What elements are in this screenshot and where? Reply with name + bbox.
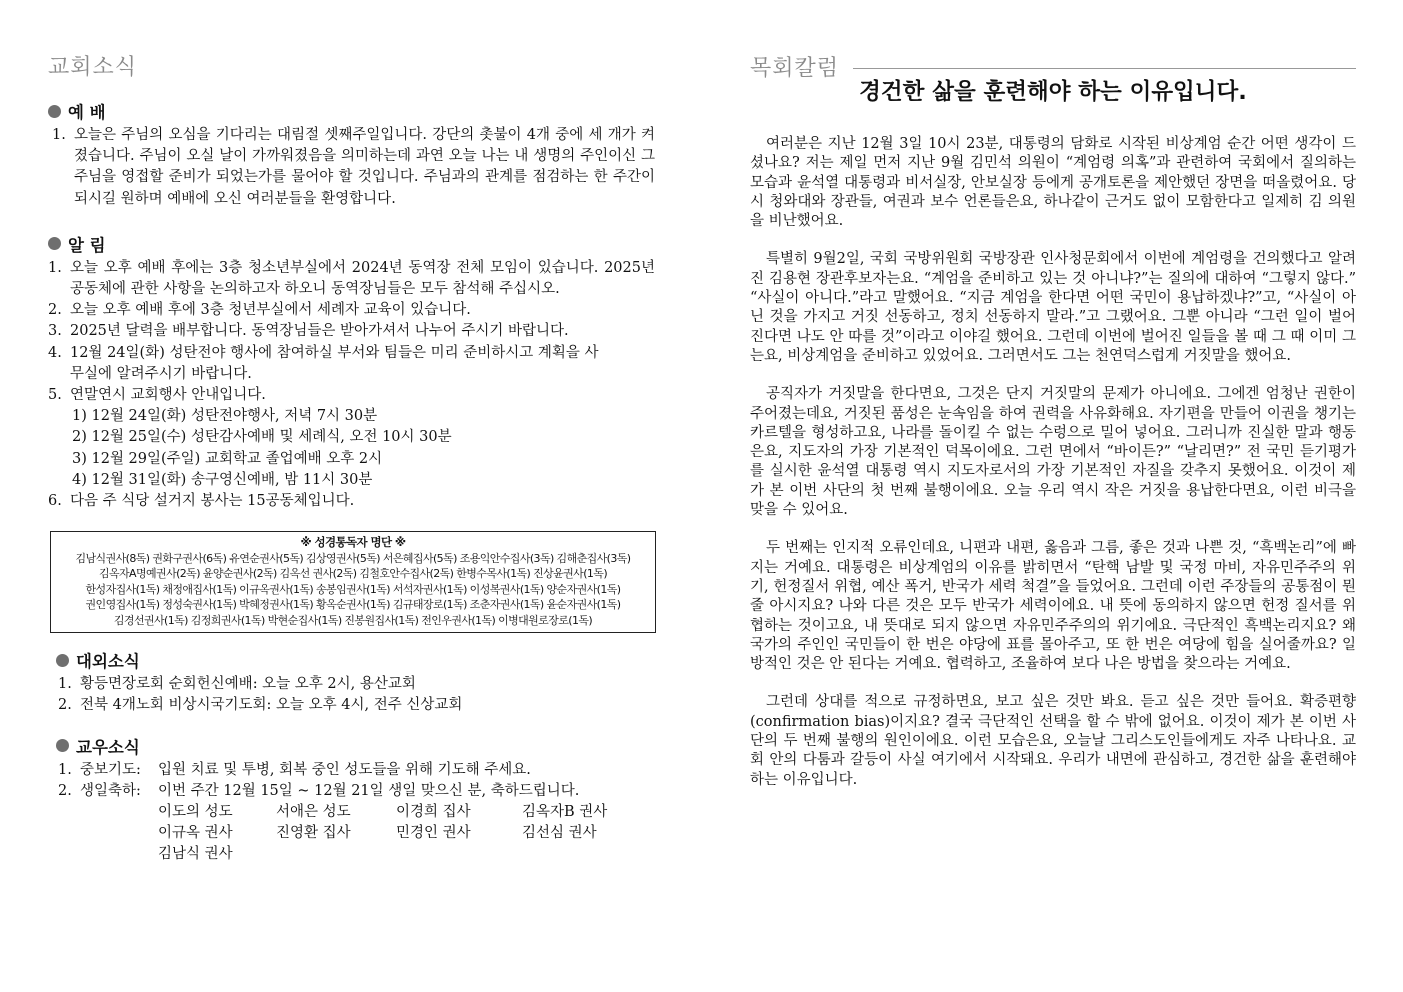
article-paragraph: 공직자가 거짓말을 한다면요, 그것은 단지 거짓말의 문제가 아니에요. 그에겐 엄청난 권한이 주어졌는데요, 거짓된 품성은 눈속임을 하여 권력을 사유화해요. 자기편을 만들어 이권을 챙기는 카르텔을 형성하고요, 나라를 돌이킬 수 없는 수렁으로 밀어 넣어요. 그러니까 진실한 말과 행동은요, 지도자의 가장 기본적인 덕목이에요. 그런 면에서 “바이든?” “날리면?” 전 국민 듣기평가를 실시한 윤석열 대통령 역시 지도자로서의 가장 기본적인 자질을 갖추지 못했어요. 이것이 제가 본 이번 사단의 첫 번째 불행이에요. 오늘 우리 역시 작은 거짓을 용납한다면요, 이런 비극을 맞을 수 있어요.	[750, 386, 1356, 519]
event-item: 3) 12월 29일(주일) 교회학교 졸업예배 오후 2시	[72, 450, 383, 467]
birthday-name: 서애은 성도	[276, 804, 351, 821]
article-paragraph: 특별히 9월2일, 국회 국방위원회 국방장관 인사청문회에서 이번에 계엄령을 건의했다고 알려진 김용현 장관후보자는요. “계엄을 준비하고 있는 것 아니냐?”는 질의에 대하여 “그렇지 않다.” “사실이 아니다.”라고 말했어요. “지금 계엄을 한다면 어떤 국민이 용납하겠냐?”고, “사실이 아닌 것을 가지고 거짓 선동하고, 정치 선동하지 말라.”고 그랬어요. 그뿐 아니라 “그런 일이 벌어진다면 나도 안 따를 것”이라고 이야길 했어요. 그런데 이번에 벌어진 일들을 볼 때 그 때 이미 그는요, 비상계엄을 준비하고 있었어요. 그러면서도 그는 천연덕스럽게 거짓말을 했어요.	[750, 251, 1356, 364]
members-news-list	[56, 760, 660, 866]
bullet-icon	[48, 237, 61, 250]
external-news-list	[56, 674, 660, 716]
event-item: 1) 12월 24일(화) 성탄전야행사, 저녁 7시 30분	[72, 408, 378, 425]
section-title-pastor-column: 목회칼럼	[750, 50, 1356, 82]
article-paragraph: 두 번째는 인지적 오류인데요, 니편과 내편, 옳음과 그름, 좋은 것과 나쁜 것, “흑백논리”에 빠지는 거예요. 대통령은 비상계엄의 이유를 밝히면서 “탄핵 남발 및 국정 마비, 자유민주주의 위기, 헌정질서 위협, 예산 폭거, 반국가 세력 척결”을 들었어요. 그런데 이런 주장들의 공통점이 뭔 줄 아시지요? 나와 다른 것은 모두 반국가 세력이에요. 내 뜻에 동의하지 않으면 헌정 질서를 위협하는 것이고요, 내 뜻대로 되지 않으면 자유민주주의의 위기에요. 극단적인 흑백논리지요? 왜 국가의 주인인 국민들이 한 번은 야당에 표를 몰아주고, 또 한 번은 여당에 힘을 실어줄까요? 일방적인 것은 안 된다는 거예요. 협력하고, 조율하여 보다 나은 방법을 찾으라는 거예요.	[750, 540, 1356, 673]
worship-list	[48, 125, 655, 210]
birthday-item: 2. 생일축하: 이번 주간 12월 15일 ~ 12월 21일 생일 맞으신 분, 축하드립니다.	[58, 782, 580, 799]
list-item: 1. 오늘은 주님의 오심을 기다리는 대림절 셋째주일입니다. 강단의 촛불이 4개 중에 세 개가 켜졌습니다. 주님이 오실 날이 가까워졌음을 의미하는데 과연 오늘 나는 내 생명의 주인이신 그 주님을 영접할 준비가 되었는가를 물어야 할 것입니다. 주님과의 관계를 점검하는 한 주간이 되시길 원하며 예배에 오신 여러분들을 환영합니다.	[52, 127, 655, 207]
article-paragraph: 여러분은 지난 12월 3일 10시 23분, 대통령의 담화로 시작된 비상계엄 순간 어떤 생각이 드셨나요? 저는 제일 먼저 지난 9월 김민석 의원이 “계엄령 의혹”과 관련하여 국회에서 질의하는 모습과 윤석열 대통령과 비서실장, 안보실장 등에게 공개토론을 제안했던 장면을 떠올렸어요. 당시 청와대와 장관들, 여권과 보수 언론들은요, 하나같이 근거도 없이 모함한다고 일제히 김 의원을 비난했어요.	[750, 136, 1356, 230]
list-item: 1. 오늘 오후 예배 후에는 3층 청소년부실에서 2024년 동역장 전체 모임이 있습니다. 2025년 공동체에 관한 사항을 논의하고자 하오니 동역장님들은 모두 참석해 주십시오.	[48, 259, 655, 298]
external-news-heading: 대외소식	[56, 648, 660, 672]
section-title-church-news: 교회소식	[48, 55, 138, 80]
bullet-icon	[56, 739, 69, 752]
readers-line: 권인영집사(1독) 정성숙권사(1독) 박혜정권사(1독) 황옥순권사(1독) 김규태장로(1독) 조춘자권사(1독) 윤순자권사(1독)	[85, 598, 621, 612]
list-item: 5. 연말연시 교회행사 안내입니다.	[48, 387, 266, 404]
birthday-name: 김옥자B 권사	[522, 804, 608, 821]
bible-readers-title: ※ 성경통독자 명단 ※	[300, 535, 406, 550]
birthday-name: 김남식 권사	[158, 846, 233, 863]
church-news-column	[48, 50, 660, 866]
article-paragraph: 그런데 상대를 적으로 규정하면요, 보고 싶은 것만 봐요. 듣고 싶은 것만 들어요. 확증편향(confirmation bias)이지요? 결국 극단적인 선택을 할 수 밖에 없어요. 이것이 제가 본 이번 사단의 두 번째 불행의 원인이에요. 이런 모습은요, 오늘날 그리스도인들에게도 자주 나타나요. 교회 안의 다툼과 갈등이 사실 여기에서 시작돼요. 우리가 내면에 관심하고, 경건한 삶을 훈련해야 하는 이유입니다.	[750, 694, 1356, 788]
birthday-name: 진영환 집사	[276, 825, 351, 842]
birthday-name: 이도의 성도	[158, 804, 233, 821]
birthday-names	[58, 802, 660, 866]
list-item: 4. 12월 24일(화) 성탄전야 행사에 참여하실 부서와 팀들은 미리 준비하시고 계획을 사무실에 알려주시기 바랍니다.	[48, 344, 599, 382]
list-item: 3. 2025년 달력을 배부합니다. 동역장님들은 받아가셔서 나누어 주시기 바랍니다.	[48, 323, 569, 340]
article-title: 경건한 삶을 훈련해야 하는 이유입니다.	[859, 79, 1247, 105]
worship-heading: 예 배	[48, 99, 660, 123]
members-news-heading: 교우소식	[56, 734, 660, 758]
list-item: 2. 오늘 오후 예배 후에 3층 청년부실에서 세례자 교육이 있습니다.	[48, 302, 471, 319]
readers-line: 김옥자A명예권사(2독) 윤양순권사(2독) 김옥선 권사(2독) 김철호안수집사(2독) 한병수목사(1독) 진상윤권사(1독)	[98, 567, 608, 581]
event-item: 4) 12월 31일(화) 송구영신예배, 밤 11시 30분	[72, 471, 373, 488]
birthday-name: 이경희 집사	[396, 804, 471, 821]
pastor-column	[750, 50, 1356, 790]
event-item: 2) 12월 25일(수) 성탄감사예배 및 세례식, 오전 10시 30분	[72, 429, 452, 446]
birthday-name: 이규옥 권사	[158, 825, 233, 842]
bullet-icon	[48, 105, 61, 118]
list-item: 1. 황등면장로회 순회헌신예배: 오늘 오후 2시, 용산교회	[58, 676, 416, 693]
birthday-name: 김선심 권사	[522, 825, 597, 842]
readers-line: 한성자집사(1독) 채정애집사(1독) 이규옥권사(1독) 송봉임권사(1독) 서석자권사(1독) 이성복권사(1독) 양순자권사(1독)	[85, 582, 621, 596]
prayer-item: 1. 중보기도: 입원 치료 및 투병, 회복 중인 성도들을 위해 기도해 주세요.	[58, 761, 531, 778]
list-item: 6. 다음 주 식당 설거지 봉사는 15공동체입니다.	[48, 493, 355, 510]
birthday-name: 민경인 권사	[396, 825, 471, 842]
list-item: 2. 전북 4개노회 비상시국기도회: 오늘 오후 4시, 전주 신상교회	[58, 697, 463, 714]
readers-line: 김남식권사(8독) 권화구권사(6독) 유연순권사(5독) 김상영권사(5독) 서은혜집사(5독) 조용익안수집사(3독) 김해춘집사(3독)	[75, 551, 631, 565]
notice-list	[48, 258, 655, 512]
readers-line: 김경선권사(1독) 김정희권사(1독) 박현순집사(1독) 진봉원집사(1독) 전인우권사(1독) 이병대원로장로(1독)	[113, 613, 593, 627]
article-body	[750, 135, 1356, 790]
event-list	[48, 406, 655, 491]
bullet-icon	[56, 654, 69, 667]
header-rule	[853, 68, 1356, 69]
notice-heading: 알 림	[48, 232, 660, 256]
bible-readers-box	[50, 531, 656, 633]
